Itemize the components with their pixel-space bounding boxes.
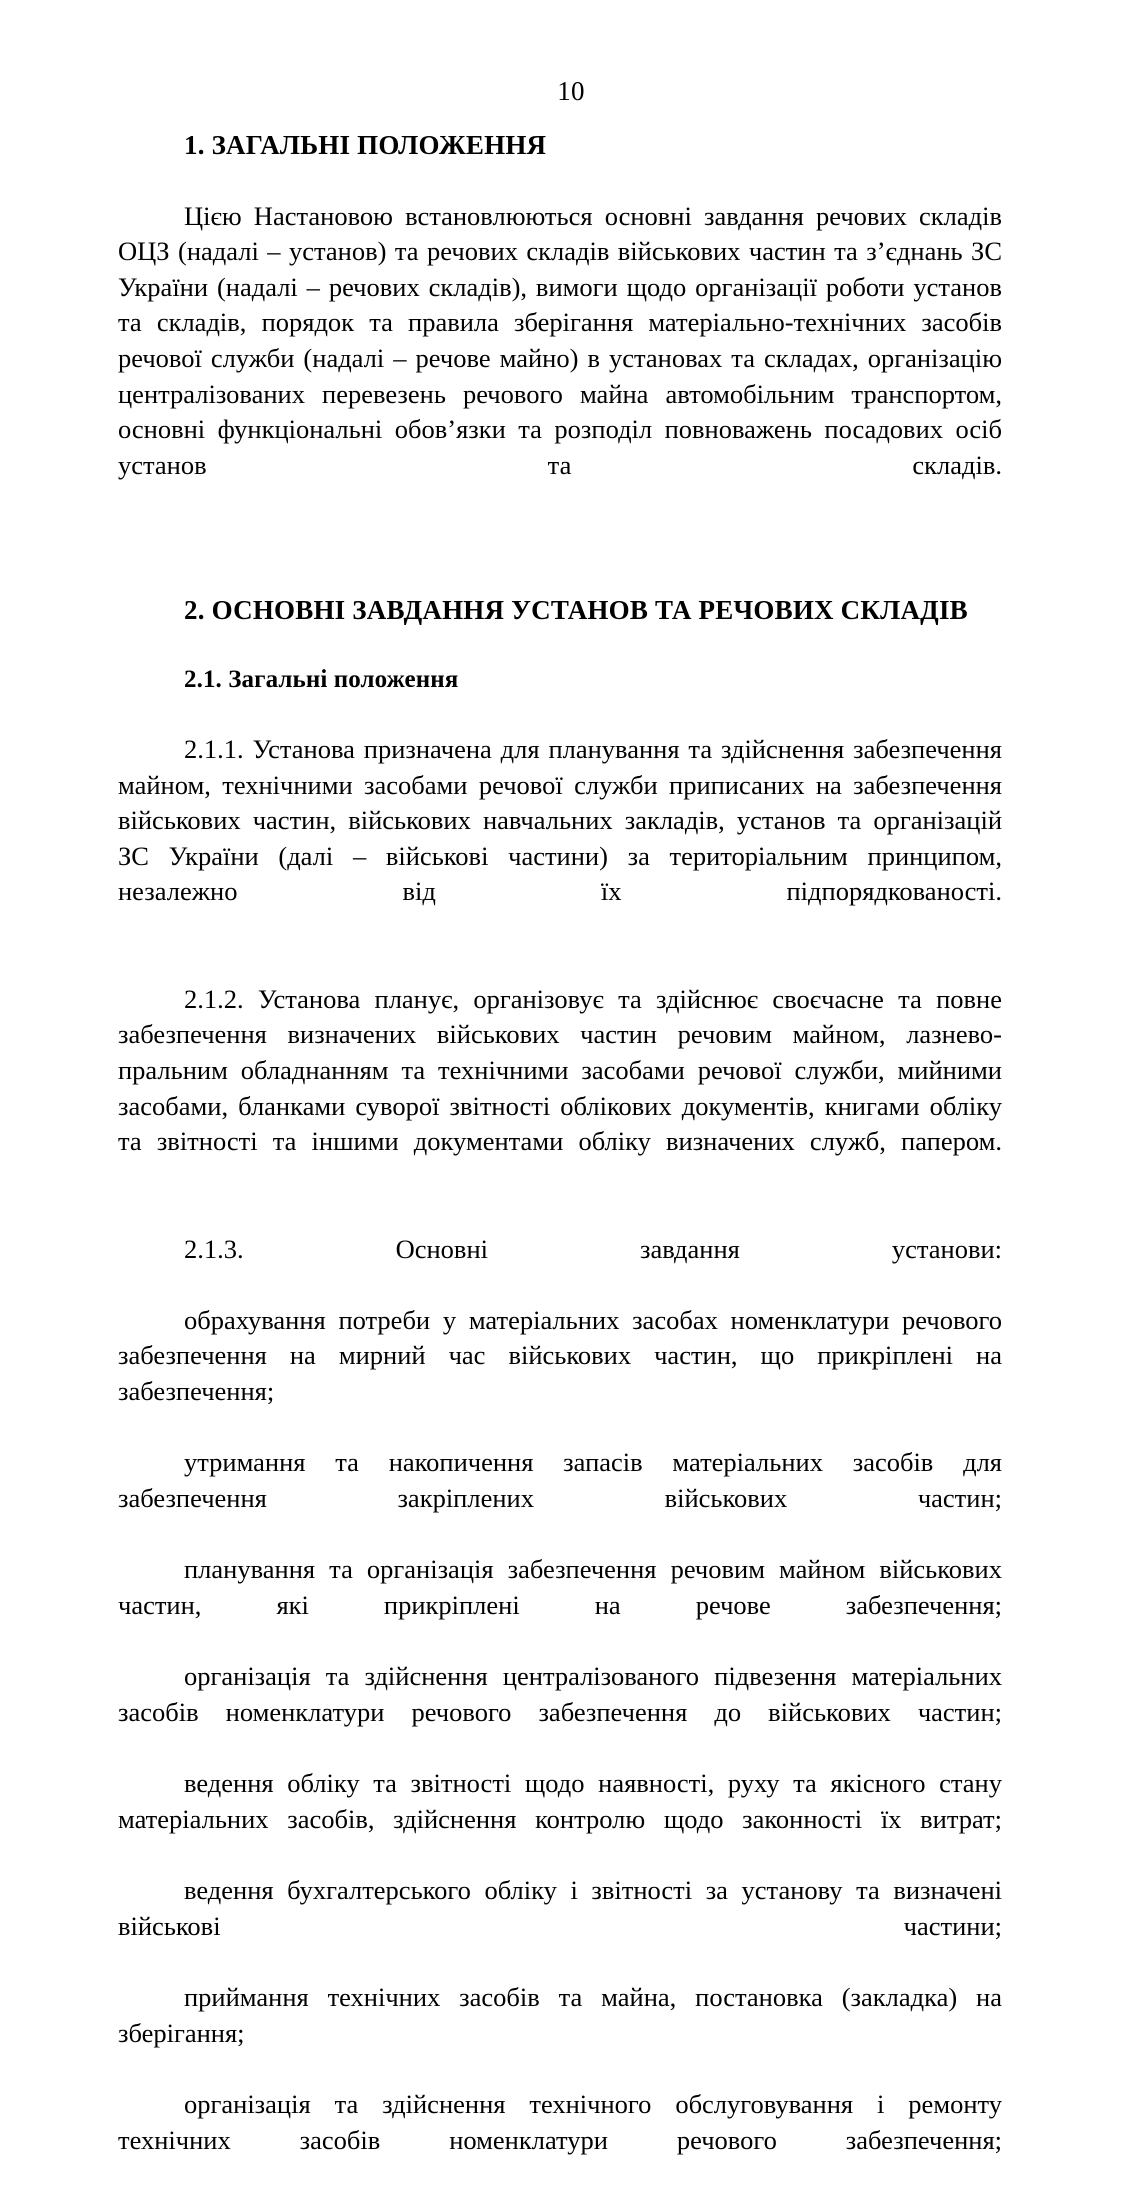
spacer <box>118 1196 1002 1232</box>
clause-2-1-3-item: ведення бухгалтерського обліку і звітності за установу та визначені військові частини; <box>118 1875 1002 1941</box>
heading-2-1-zagalni-polozhennya: 2.1. Загальні положення <box>184 665 459 693</box>
heading-2-osnovni-zavdannya: 2. ОСНОВНІ ЗАВДАННЯ УСТАНОВ ТА РЕЧОВИХ СКЛАДІВ <box>184 595 968 626</box>
spacer <box>118 628 1002 664</box>
clause-2-1-3-item: обрахування потреби у матеріальних засобах номенклатури речового забезпечення на мирний час військових частин, що прикріплені на забезпечення; <box>118 1304 1002 1407</box>
document-body <box>118 128 1002 2194</box>
page-number: 10 <box>557 76 585 106</box>
spacer <box>118 519 1002 593</box>
clause-2-1-3-lead: 2.1.3. Основні завдання установи: <box>184 1233 1002 1264</box>
clause-2-1-3-item: утримання та накопичення запасів матеріальних засобів для забезпечення закріплених військових частин; <box>118 1447 1002 1514</box>
paragraph-general-provisions: Цією Настановою встановлюються основні завдання речових складів ОЦЗ (надалі – установ) та речових складів військових частин та з’єднань ЗС України (надалі – речових складів), вимоги щодо організації роботи установ та складів, порядок та правила зберігання матеріально-технічних засобів речової служби (надалі – речове майно) в установах та складах, організацію централізованих перевезень речового майна автомобільним транспортом, основні функціональні обов’язки та розподіл повноважень посадових осіб установ та складів. <box>118 200 1002 481</box>
clause-2-1-3-item: приймання технічних засобів та майна, постановка (закладка) на зберігання; <box>118 1982 1002 2048</box>
spacer <box>118 946 1002 982</box>
clause-2-1-3-item: ведення обліку та звітності щодо наявності, руху та якісного стану матеріальних засобів, здійснення контролю щодо законності їх витрат; <box>118 1768 1002 1834</box>
clause-2-1-3-item: організація та здійснення технічного обслуговування і ремонту технічних засобів номенклатури речового забезпечення; <box>118 2088 1002 2155</box>
spacer <box>118 696 1002 732</box>
clause-2-1-1: 2.1.1. Установа призначена для планування та здійснення забезпечення майном, технічними засобами речової служби приписаних на забезпечення військових частин, військових навчальних закладів, установ та організацій ЗС України (далі – військові частини) за територіальним принципом, незалежно від їх підпорядкованості. <box>118 733 1002 907</box>
spacer <box>118 163 1002 199</box>
clause-2-1-3-item: організація та здійснення централізованого підвезення матеріальних засобів номенклатури речового забезпечення до військових частин; <box>118 1661 1002 1727</box>
heading-1-zagalni-polozhennya: 1. ЗАГАЛЬНІ ПОЛОЖЕННЯ <box>184 130 547 160</box>
clause-2-1-3-item: планування та організація забезпечення речовим майном військових частин, які прикріплені на речове забезпечення; <box>118 1554 1002 1620</box>
clause-2-1-2: 2.1.2. Установа планує, організовує та здійснює своєчасне та повне забезпечення визначених військових частин речовим майном, лазнево-пральним обладнанням та технічними засобами речової служби, мийними засобами, бланками суворої звітності облікових документів, книгами обліку та звітності та іншими документами обліку визначених служб, папером. <box>118 983 1002 1157</box>
clause-2-1-3-list <box>118 1303 1002 2194</box>
